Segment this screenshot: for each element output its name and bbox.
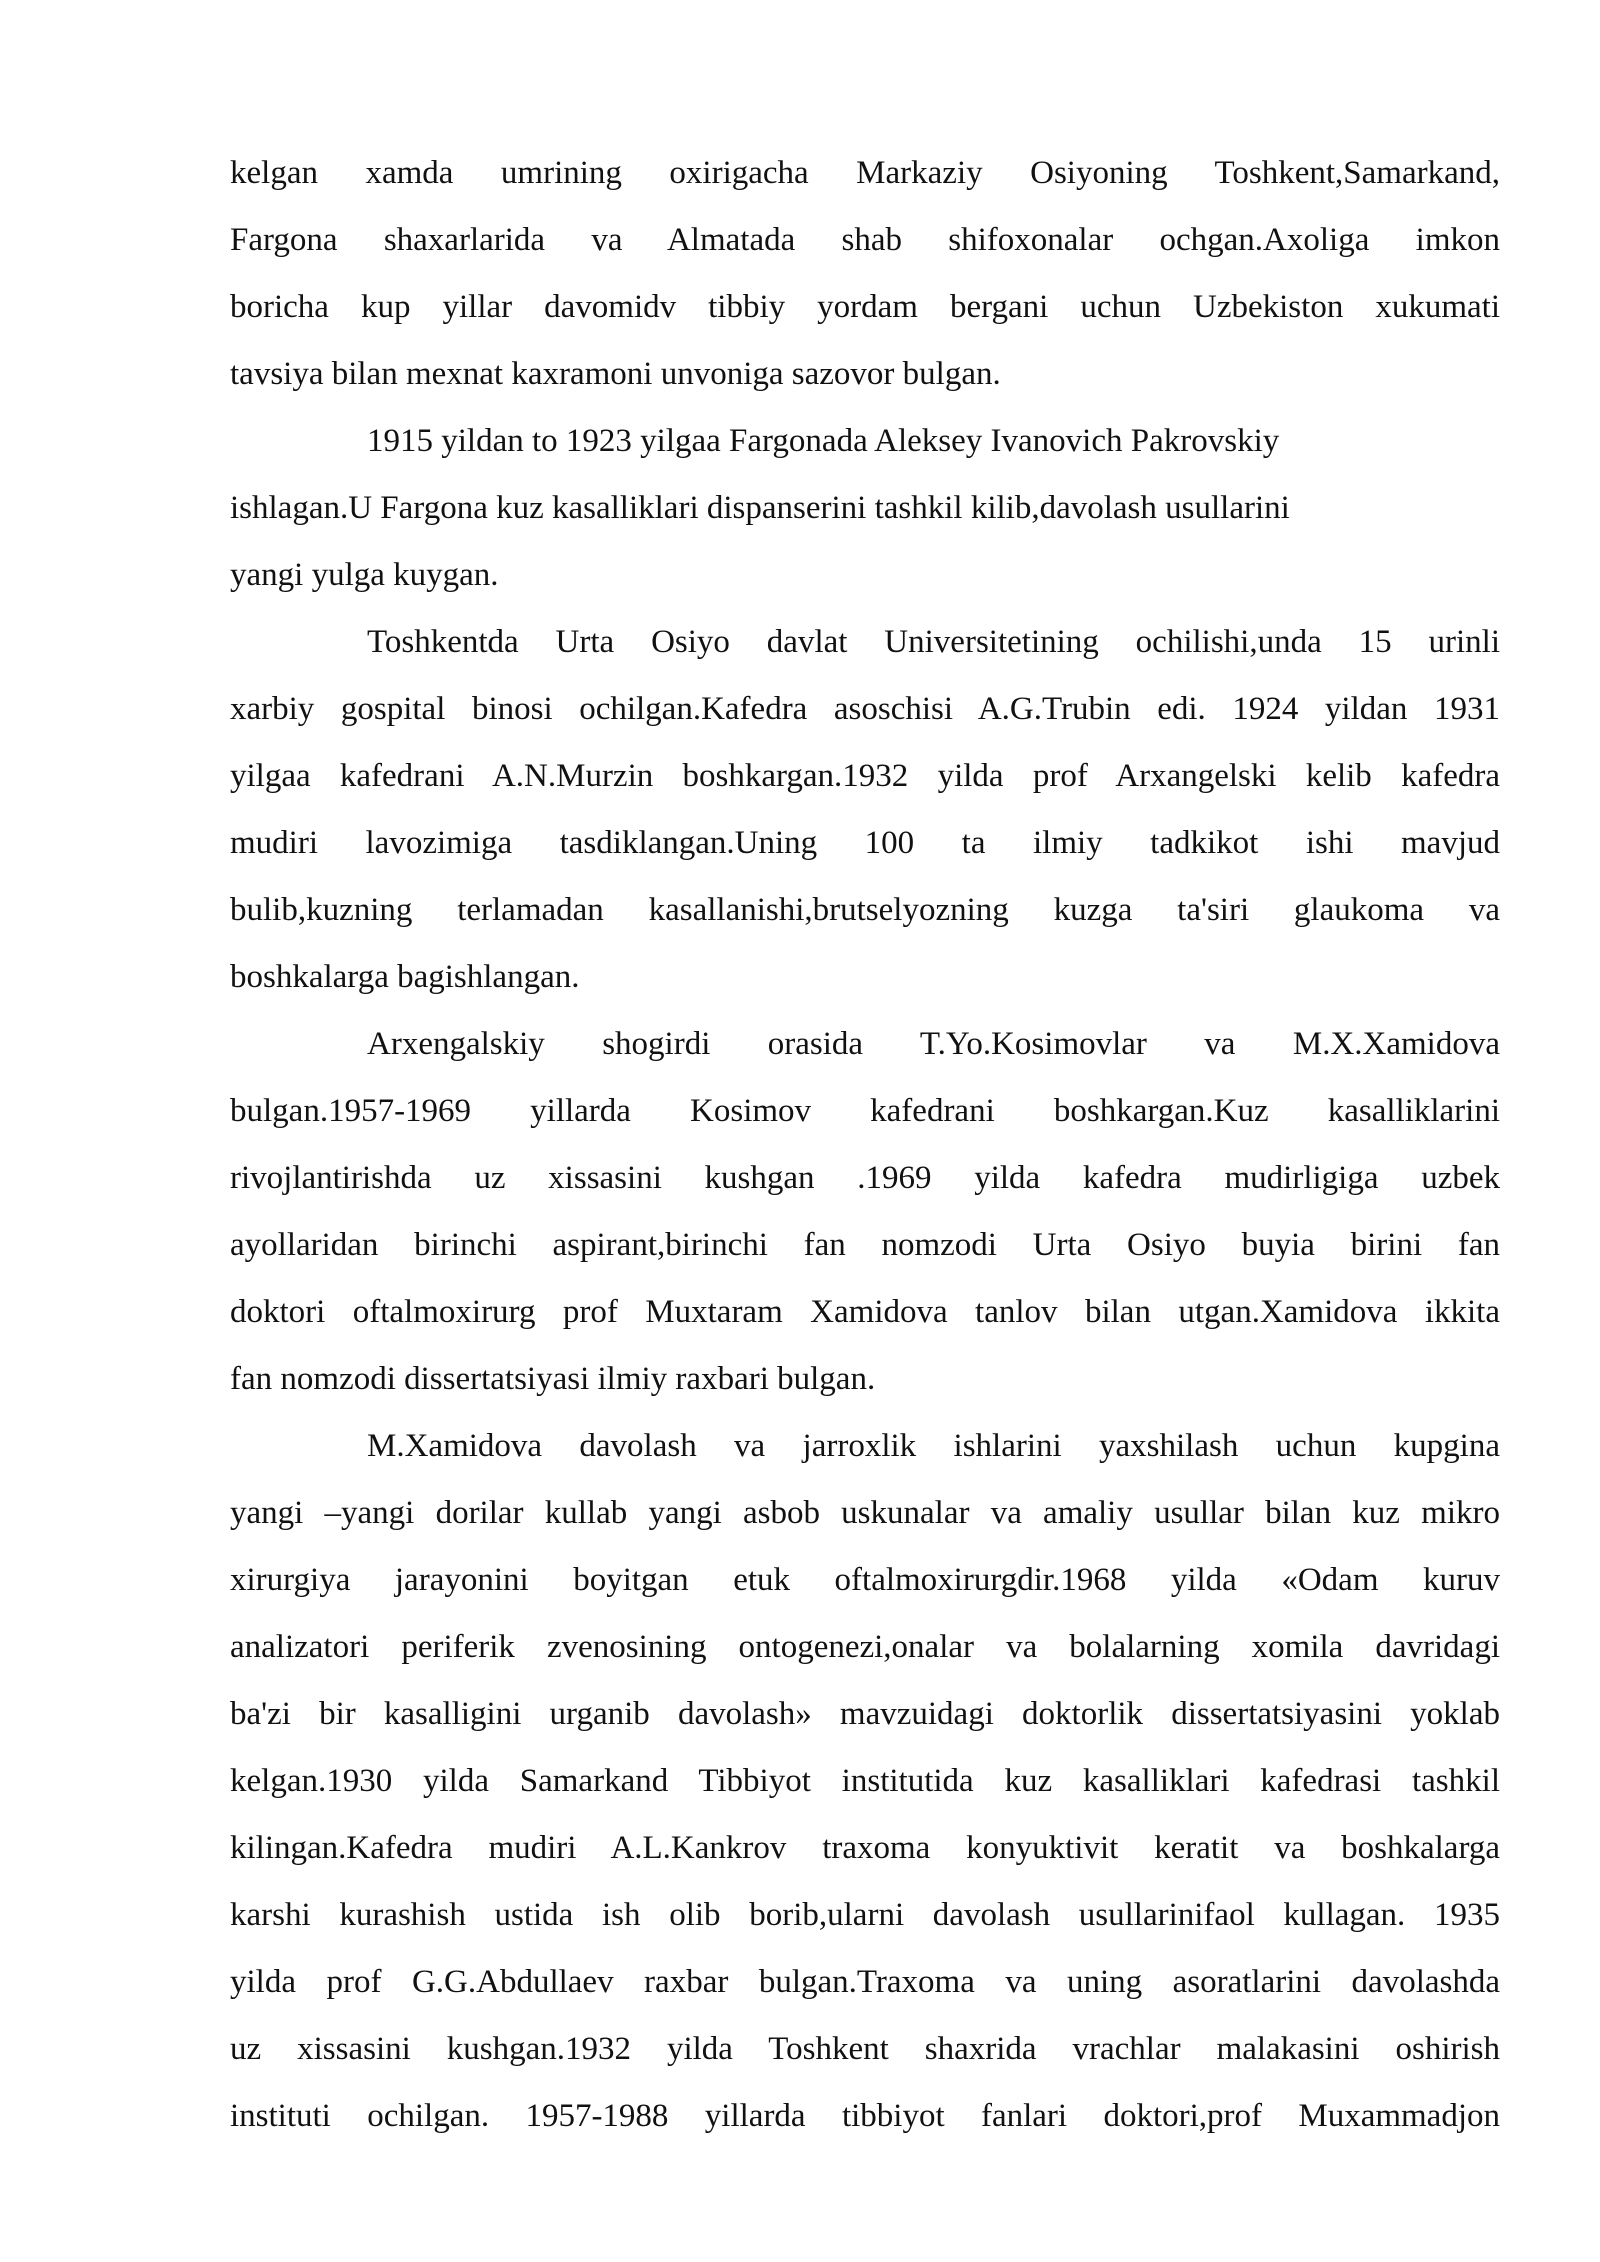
text-line: karshi kurashish ustida ish olib borib,ularni davolash usullarinifaol kullagan. 1935 (230, 1897, 1500, 1933)
text-line: 1915 yildan to 1923 yilgaa Fargonada Aleksey Ivanovich Pakrovskiy (367, 423, 1280, 459)
text-line: tavsiya bilan mexnat kaxramoni unvoniga sazovor bulgan. (230, 356, 1001, 392)
text-line: Toshkentda Urta Osiyo davlat Universitetining ochilishi,unda 15 urinli (367, 624, 1500, 660)
text-line: doktori oftalmoxirurg prof Muxtaram Xamidova tanlov bilan utgan.Xamidova ikkita (230, 1294, 1500, 1330)
text-line: yilgaa kafedrani A.N.Murzin boshkargan.1932 yilda prof Arxangelski kelib kafedra (230, 758, 1500, 794)
text-line: bulgan.1957-1969 yillarda Kosimov kafedrani boshkargan.Kuz kasalliklarini (230, 1093, 1500, 1129)
text-line: fan nomzodi dissertatsiyasi ilmiy raxbari bulgan. (230, 1361, 876, 1397)
text-line: analizatori periferik zvenosining ontogenezi,onalar va bolalarning xomila davridagi (230, 1629, 1500, 1665)
text-line: bulib,kuzning terlamadan kasallanishi,brutselyozning kuzga ta'siri glaukoma va (230, 892, 1500, 928)
text-line: uz xissasini kushgan.1932 yilda Toshkent shaxrida vrachlar malakasini oshirish (230, 2031, 1500, 2067)
text-line: ayollaridan birinchi aspirant,birinchi fan nomzodi Urta Osiyo buyia birini fan (230, 1227, 1500, 1263)
text-line: xarbiy gospital binosi ochilgan.Kafedra asoschisi A.G.Trubin edi. 1924 yildan 1931 (230, 691, 1500, 727)
text-line: kelgan xamda umrining oxirigacha Markaziy Osiyoning Toshkent,Samarkand, (230, 155, 1500, 191)
text-line: Fargona shaxarlarida va Almatada shab shifoxonalar ochgan.Axoliga imkon (230, 222, 1500, 258)
text-line: xirurgiya jarayonini boyitgan etuk oftalmoxirurgdir.1968 yilda «Odam kuruv (230, 1562, 1500, 1598)
text-line: instituti ochilgan. 1957-1988 yillarda tibbiyot fanlari doktori,prof Muxammadjon (230, 2098, 1500, 2134)
document-page (230, 140, 1500, 2150)
text-line: yilda prof G.G.Abdullaev raxbar bulgan.Traxoma va uning asoratlarini davolashda (230, 1964, 1500, 2000)
text-line: Arxengalskiy shogirdi orasida T.Yo.Kosimovlar va M.X.Xamidova (367, 1026, 1500, 1062)
text-line: boshkalarga bagishlangan. (230, 959, 580, 995)
text-line: rivojlantirishda uz xissasini kushgan .1969 yilda kafedra mudirligiga uzbek (230, 1160, 1500, 1196)
text-line: kilingan.Kafedra mudiri A.L.Kankrov traxoma konyuktivit keratit va boshkalarga (230, 1830, 1500, 1866)
text-line: yangi yulga kuygan. (230, 557, 499, 593)
text-line: M.Xamidova davolash va jarroxlik ishlarini yaxshilash uchun kupgina (367, 1428, 1500, 1464)
text-line: kelgan.1930 yilda Samarkand Tibbiyot institutida kuz kasalliklari kafedrasi tashkil (230, 1763, 1500, 1799)
text-line: ba'zi bir kasalligini urganib davolash» mavzuidagi doktorlik dissertatsiyasini yoklab (230, 1696, 1500, 1732)
text-line: mudiri lavozimiga tasdiklangan.Uning 100 ta ilmiy tadkikot ishi mavjud (230, 825, 1500, 861)
text-line: ishlagan.U Fargona kuz kasalliklari dispanserini tashkil kilib,davolash usullarini (230, 490, 1290, 526)
text-line: yangi –yangi dorilar kullab yangi asbob uskunalar va amaliy usullar bilan kuz mikro (230, 1495, 1500, 1531)
text-line: boricha kup yillar davomidv tibbiy yordam bergani uchun Uzbekiston xukumati (230, 289, 1500, 325)
